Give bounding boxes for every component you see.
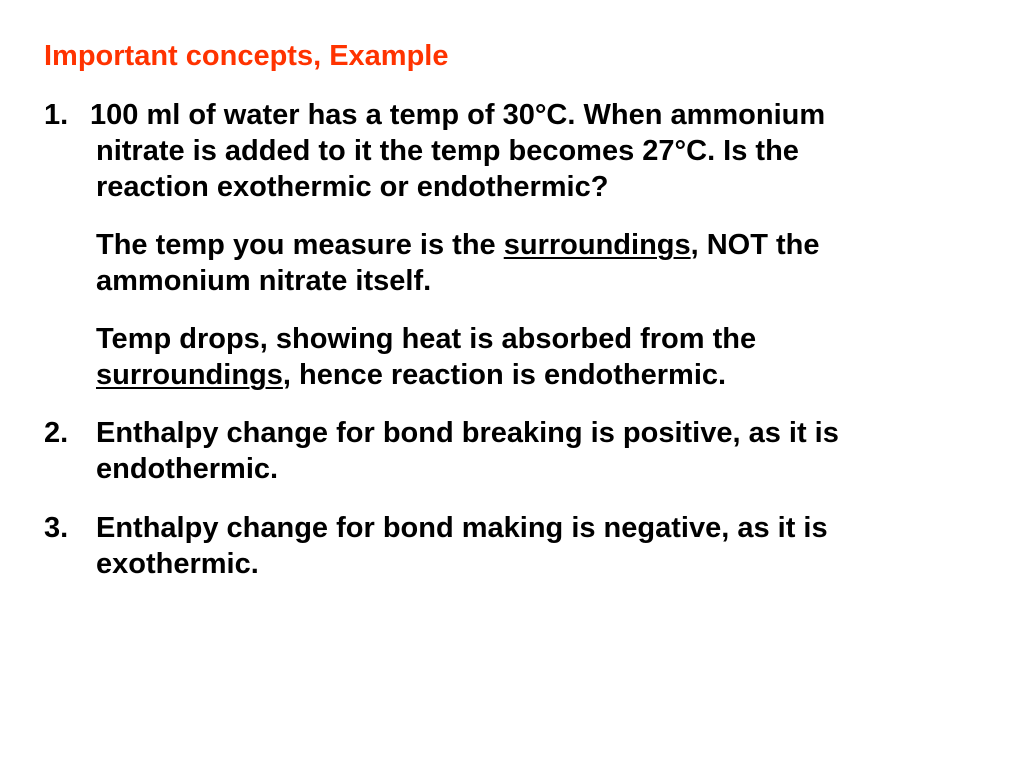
list-item-3-line-2: exothermic.	[96, 548, 259, 580]
list-item-2	[44, 415, 1004, 487]
item-1-paragraph-2	[96, 321, 996, 393]
list-item-2-number: 2.	[44, 417, 69, 449]
paragraph-2-text-b: , hence reaction is endothermic.	[282, 359, 727, 391]
list-item-2-text	[96, 415, 1004, 487]
list-item-3-line-1: Enthalpy change for bond making is negative, as it is	[96, 512, 828, 544]
item-1-paragraph-1	[96, 227, 996, 299]
list-item-1-line-1: 100 ml of water has a temp of 30°C. When ammonium	[90, 99, 826, 131]
paragraph-1-text-a: The temp you measure is the	[96, 229, 504, 261]
list-item-1-line-2: nitrate is added to it the temp becomes 27°C. Is the	[96, 135, 799, 167]
list-item-3-number: 3.	[44, 512, 69, 544]
paragraph-2-line-1: Temp drops, showing heat is absorbed from the	[96, 323, 757, 355]
list-item-1	[44, 97, 1004, 205]
surroundings-underlined-2: surroundings	[96, 359, 283, 391]
list-item-2-line-2: endothermic.	[96, 453, 279, 485]
list-item-1-number: 1.	[44, 99, 69, 131]
paragraph-1-line-1	[96, 227, 996, 263]
list-item-2-line-1: Enthalpy change for bond breaking is positive, as it is	[96, 417, 839, 449]
paragraph-1-text-b: , NOT the	[690, 229, 820, 261]
list-item-3	[44, 510, 1004, 582]
paragraph-2-line-2	[96, 357, 996, 393]
slide-title: Important concepts, Example	[44, 40, 449, 72]
list-item-1-text	[90, 97, 1004, 205]
list-item-3-text	[96, 510, 1004, 582]
list-item-1-line-3: reaction exothermic or endothermic?	[96, 171, 609, 203]
surroundings-underlined: surroundings	[503, 229, 691, 261]
paragraph-1-line-2: ammonium nitrate itself.	[96, 265, 432, 297]
